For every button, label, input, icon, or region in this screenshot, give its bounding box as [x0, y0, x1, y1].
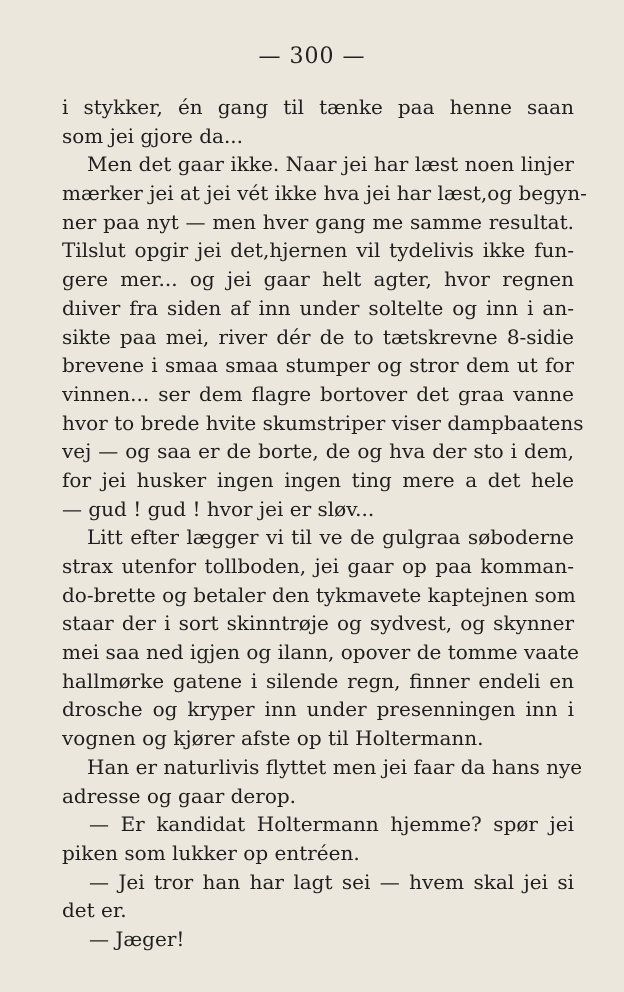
text-line: — Jæger! — [89, 926, 185, 951]
text-line: Men det gaar ikke. Naar jei har læst noen linjer — [87, 152, 574, 177]
text-line: hvor to brede hvite skumstriper viser dampbaatens — [62, 410, 584, 435]
text-line: strax utenfor tollboden, jei gaar op paa komman- — [62, 554, 574, 578]
text-line: drosche og kryper inn under presenningen inn i — [62, 697, 574, 722]
text-line: vognen og kjører afste op til Holtermann. — [62, 726, 484, 751]
text-line: for jei husker ingen ingen ting mere a det hele — [62, 467, 574, 492]
text-line: vej — og saa er de borte, de og hva der sto i dem, — [62, 439, 574, 464]
text-line: adresse og gaar derop. — [62, 783, 297, 808]
text-line: gere mer... og jei gaar helt agter, hvor regnen — [62, 267, 574, 292]
text-line: ner paa nyt — men hver gang me samme resultat. — [62, 209, 574, 234]
text-line: dıiver fra siden af inn under soltelte og inn i an- — [62, 295, 574, 320]
text-line: Litt efter lægger vi til ve de gulgraa søboderne — [87, 525, 574, 550]
page-number: — 300 — — [258, 44, 366, 69]
text-line: mei saa ned igjen og ilann, opover de tomme vaate — [62, 640, 579, 665]
text-line: staar der i sort skinntrøje og sydvest, og skynner — [62, 611, 574, 636]
text-line: brevene i smaa smaa stumper og stror dem ut for — [62, 353, 574, 378]
body-text — [62, 93, 587, 954]
text-line: — gud ! gud ! hvor jei er sløv... — [62, 496, 375, 521]
text-line: som jei gjore da... — [62, 123, 244, 148]
text-line: vinnen... ser dem flagre bortover det graa vanne — [62, 381, 574, 406]
text-line: piken som lukker op entréen. — [62, 840, 360, 865]
text-line: — Er kandidat Holtermann hjemme? spør jei — [89, 812, 574, 837]
text-line: — Jei tror han har lagt sei — hvem skal jei si — [89, 869, 574, 894]
text-line: do-brette og betaler den tykmavete kaptejnen som — [62, 582, 576, 607]
text-line: mærker jei at jei vét ikke hva jei har læst,og begyn- — [62, 181, 587, 206]
text-line: sikte paa mei, river dér de to tætskrevne 8-sidie — [62, 324, 574, 349]
text-line: i stykker, én gang til tænke paa henne saan — [62, 95, 574, 119]
text-line: Tilslut opgir jei det,hjernen vil tydelivis ikke fun- — [62, 238, 574, 263]
text-line: hallmørke gatene i silende regn, finner endeli en — [62, 668, 574, 693]
text-line: det er. — [62, 898, 127, 923]
text-line: Han er naturlivis flyttet men jei faar da hans nye — [87, 754, 583, 779]
